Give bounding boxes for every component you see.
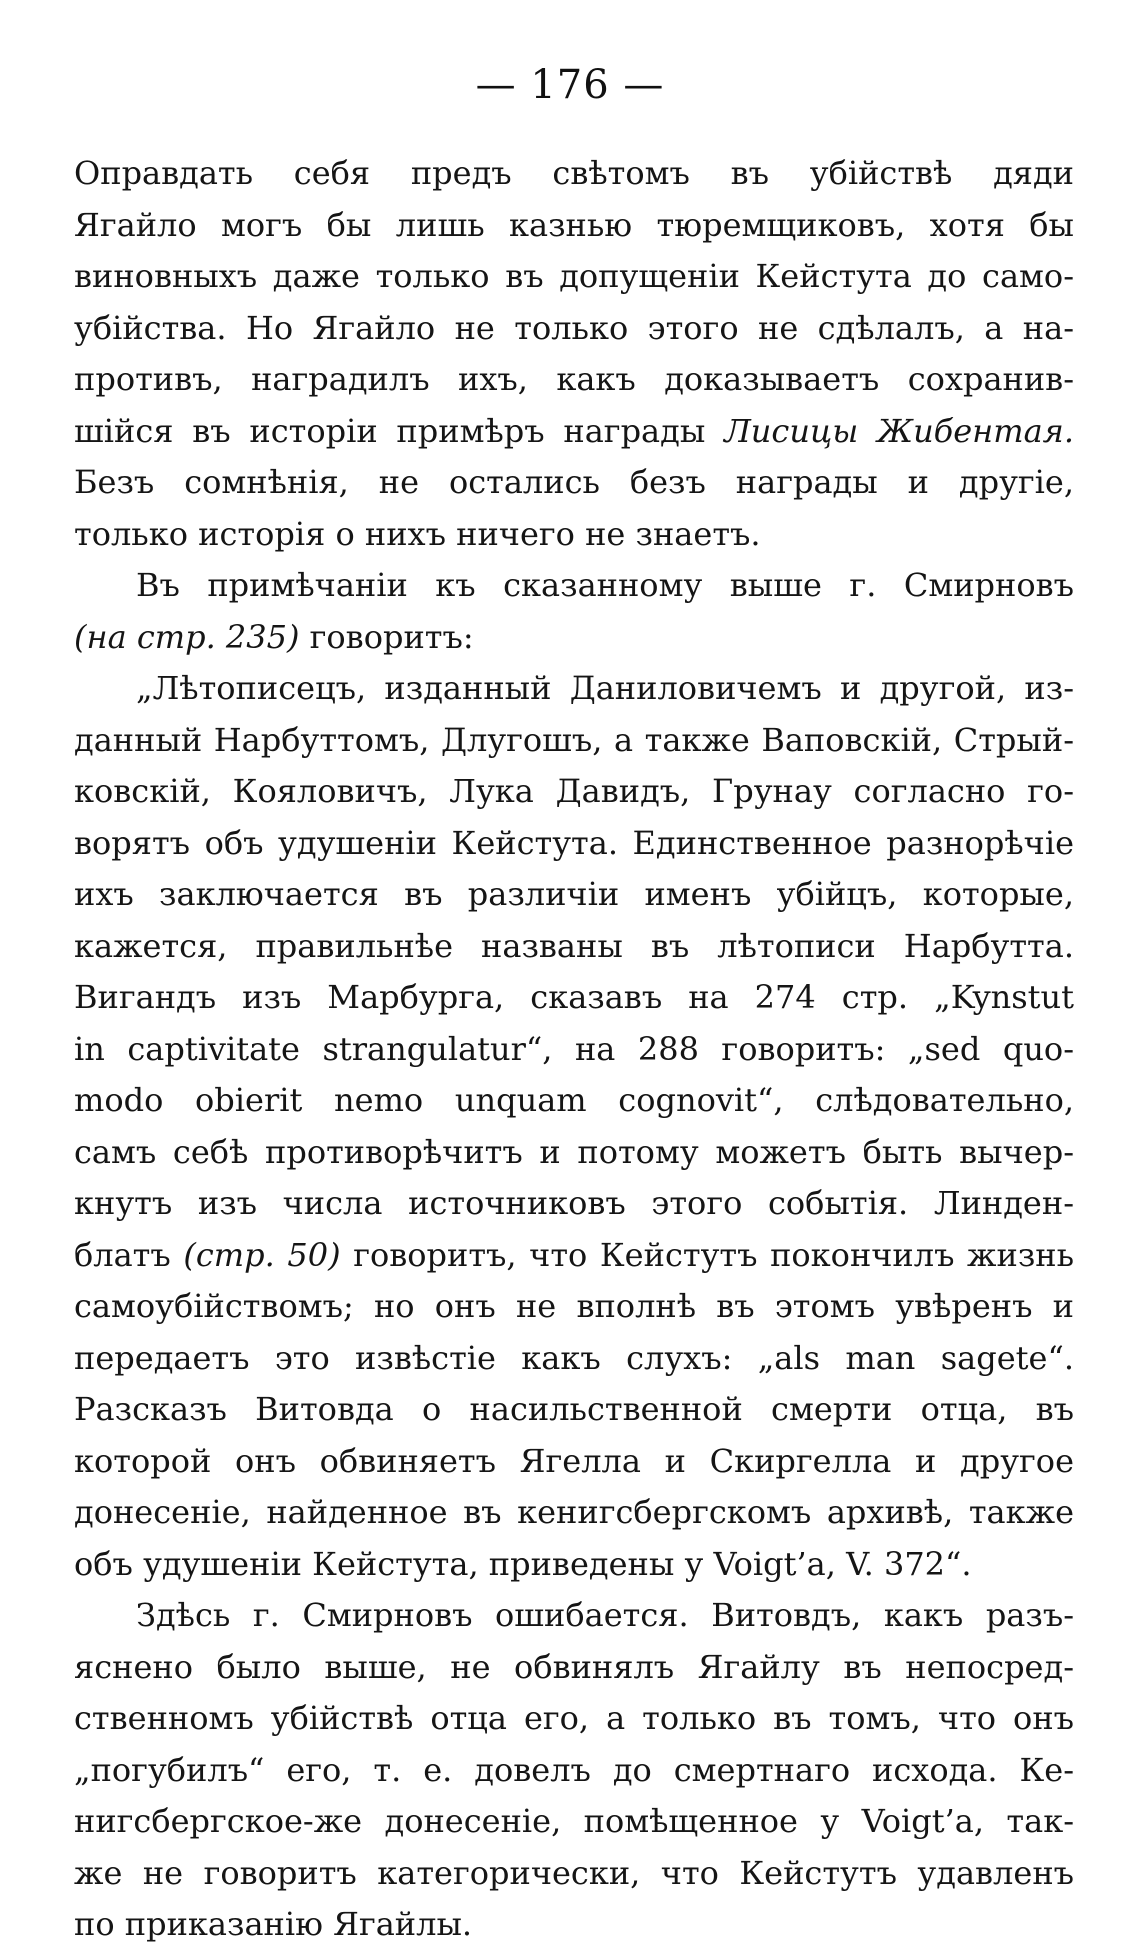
text-line: ственномъ убійствѣ отца его, а только въ томъ, что онъ [74,1699,1074,1737]
text-line: донесеніе, найденное въ кенигсбергскомъ архивѣ, также [74,1493,1074,1531]
text-segment: шійся въ исторіи примѣръ награды [74,411,725,450]
text-line: Разсказъ Витовда о насильственной смерти отца, въ [74,1390,1074,1428]
text-line: противъ, наградилъ ихъ, какъ доказываетъ сохранив- [74,360,1074,398]
italic-reference: Лисицы Жибентая. [724,411,1075,450]
text-line: Въ примѣчаніи къ сказанному выше г. Смирновъ [136,566,1074,604]
text-line: ковскій, Кояловичъ, Лука Давидъ, Грунау согласно го- [74,772,1074,810]
text-line [74,612,1074,664]
text-line: кажется, правильнѣе названы въ лѣтописи Нарбутта. [74,926,1074,965]
text-line: яснено было выше, не обвинялъ Ягайлу въ непосред- [74,1647,1074,1686]
text-line: убійства. Но Ягайло не только этого не сдѣлалъ, а на- [74,308,1074,347]
italic-reference: (стр. 50) [183,1235,341,1274]
text-line: кнутъ изъ числа источниковъ этого событія. Линден- [74,1184,1074,1222]
text-line: объ удушеніи Кейстута, приведены у Voigt’а, V. 372“. [74,1544,972,1583]
italic-reference: (на стр. 235) [74,617,300,656]
text-line: же не говоритъ категорически, что Кейстутъ удавленъ [74,1853,1074,1892]
text-line: Ягайло могъ бы лишь казнью тюремщиковъ, хотя бы [74,205,1074,244]
text-line: „погубилъ“ его, т. е. довелъ до смертнаго исхода. Ке- [74,1750,1074,1789]
text-line: нигсбергское-же донесеніе, помѣщенное у Voigt’а, так- [74,1802,1074,1840]
text-line: данный Нарбуттомъ, Длугошъ, а также Ваповскій, Стрый- [74,720,1074,759]
text-line: только исторія о нихъ ничего не знаетъ. [74,514,761,553]
text-line: Безъ сомнѣнія, не остались безъ награды и другіе, [74,463,1074,501]
page-number: — 176 — [475,62,665,108]
text-line [74,406,1074,458]
text-line: передаетъ это извѣстіе какъ слухъ: „als man sagete“. [74,1338,1074,1377]
text-line: самъ себѣ противорѣчитъ и потому можетъ быть вычер- [74,1132,1074,1171]
text-line: Оправдать себя предъ свѣтомъ въ убійствѣ дяди [74,154,1074,192]
text-segment: говоритъ: [299,617,474,656]
text-line: по приказанію Ягайлы. [74,1905,473,1943]
text-line: modo obierit nemo unquam cognovit“, слѣдовательно, [74,1081,1074,1119]
text-line: которой онъ обвиняетъ Ягелла и Скиргелла и другое [74,1441,1074,1480]
text-line: „Лѣтописецъ, изданный Даниловичемъ и другой, из- [136,669,1074,707]
text-line: ихъ заключается въ различіи именъ убійцъ, которые, [74,875,1074,913]
text-line: ворятъ объ удушеніи Кейстута. Единственное разнорѣчіе [74,823,1074,862]
text-line [74,1230,1074,1282]
text-line: Вигандъ изъ Марбурга, сказавъ на 274 стр. „Kynstut [74,978,1074,1016]
text-line: самоубійствомъ; но онъ не вполнѣ въ этомъ увѣренъ и [74,1287,1074,1325]
body-text [74,148,1074,1951]
text-segment: блатъ [74,1235,184,1274]
text-line: виновныхъ даже только въ допущеніи Кейстута до само- [74,257,1074,295]
text-line: in captivitate strangulatur“, на 288 говоритъ: „sed quo- [74,1029,1074,1068]
text-line: Здѣсь г. Смирновъ ошибается. Витовдъ, какъ разъ- [136,1596,1074,1634]
text-segment: говоритъ, что Кейстутъ покончилъ жизнь [340,1235,1075,1274]
